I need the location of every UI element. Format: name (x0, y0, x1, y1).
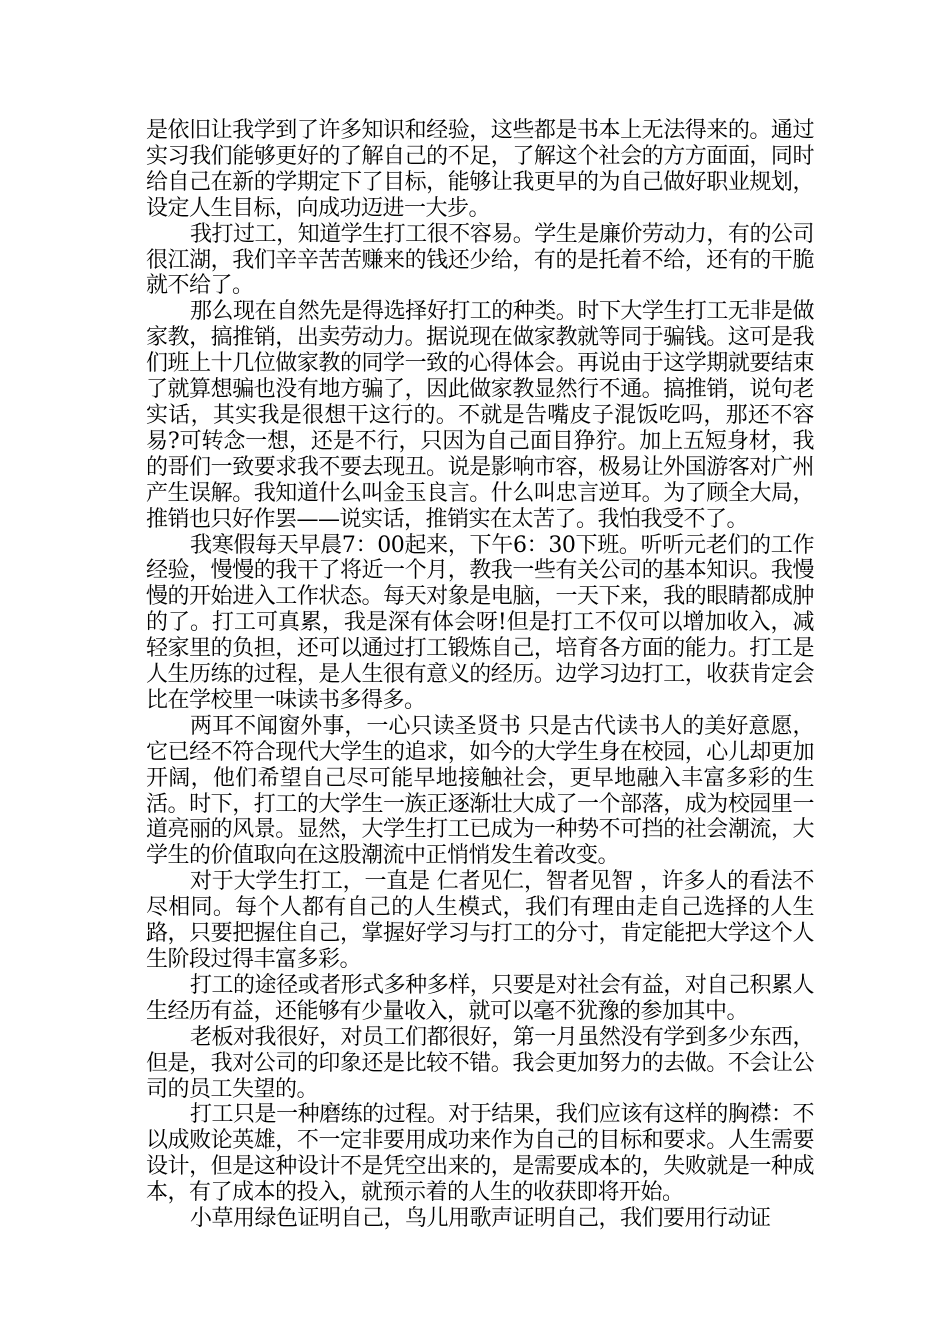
paragraph-9: 打工只是一种磨练的过程。对于结果，我们应该有这样的胸襟：不以成败论英雄，不一定非要用成功来作为自己的目标和要求。人生需要设计，但是这种设计不是凭空出来的，是需要成本的，失败就是一种成本，有了成本的投入，就预示着的人生的收获即将开始。 (146, 1102, 814, 1206)
paragraph-3: 那么现在自然先是得选择好打工的种类。时下大学生打工无非是做家教，搞推销，出卖劳动力。据说现在做家教就等同于骗钱。这可是我们班上十几位做家教的同学一致的心得体会。再说由于这学期就要结束了就算想骗也没有地方骗了，因此做家教显然行不通。搞推销，说句老实话，其实我是很想干这行的。不就是告嘴皮子混饭吃吗，那还不容易?可转念一想，还是不行，只因为自己面目狰狞。加上五短身材，我的哥们一致要求我不要去现丑。说是影响市容，极易让外国游客对广州产生误解。我知道什么叫金玉良言。什么叫忠言逆耳。为了顾全大局，推销也只好作罢——说实话，推销实在太苦了。我怕我受不了。 (146, 299, 814, 532)
paragraph-1: 是依旧让我学到了许多知识和经验，这些都是书本上无法得来的。通过实习我们能够更好的了解自己的不足，了解这个社会的方方面面，同时给自己在新的学期定下了目标，能够让我更早的为自己做好职业规划，设定人生目标，向成功迈进一大步。 (146, 118, 814, 221)
paragraph-5: 两耳不闻窗外事，一心只读圣贤书 只是古代读书人的美好意愿，它已经不符合现代大学生的追求，如今的大学生身在校园，心儿却更加开阔，他们希望自己尽可能早地接触社会，更早地融入丰富多彩的生活。时下，打工的大学生一族正逐渐壮大成了一个部落，成为校园里一道亮丽的风景。显然，大学生打工已成为一种势不可挡的社会潮流，大学生的价值取向在这股潮流中正悄悄发生着改变。 (146, 713, 814, 869)
paragraph-6: 对于大学生打工，一直是 仁者见仁，智者见智 ，许多人的看法不尽相同。每个人都有自己的人生模式，我们有理由走自己选择的人生路，只要把握住自己，掌握好学习与打工的分寸，肯定能把大学这个人生阶段过得丰富多彩。 (146, 869, 814, 972)
paragraph-2: 我打过工，知道学生打工很不容易。学生是廉价劳动力，有的公司很江湖，我们辛辛苦苦赚来的钱还少给，有的是托着不给，还有的干脆就不给了。 (146, 221, 814, 299)
paragraph-10: 小草用绿色证明自己，鸟儿用歌声证明自己，我们要用行动证 (190, 1206, 771, 1232)
paragraph-8: 老板对我很好，对员工们都很好，第一月虽然没有学到多少东西，但是，我对公司的印象还是比较不错。我会更加努力的去做。不会让公司的员工失望的。 (146, 1024, 814, 1102)
paragraph-7: 打工的途径或者形式多种多样，只要是对社会有益，对自己积累人生经历有益，还能够有少量收入，就可以毫不犹豫的参加其中。 (146, 972, 814, 1024)
document-body (146, 118, 814, 1232)
paragraph-4: 我寒假每天早晨7：00起来，下午6：30下班。听听元老们的工作经验，慢慢的我干了将近一个月，教我一些有关公司的基本知识。我慢慢的开始进入工作状态。每天对象是电脑，一天下来，我的眼睛都成肿的了。打工可真累，我是深有体会呀!但是打工不仅可以增加收入，减轻家里的负担，还可以通过打工锻炼自己，培育各方面的能力。打工是人生历练的过程，是人生很有意义的经历。边学习边打工，收获肯定会比在学校里一味读书多得多。 (146, 532, 814, 713)
